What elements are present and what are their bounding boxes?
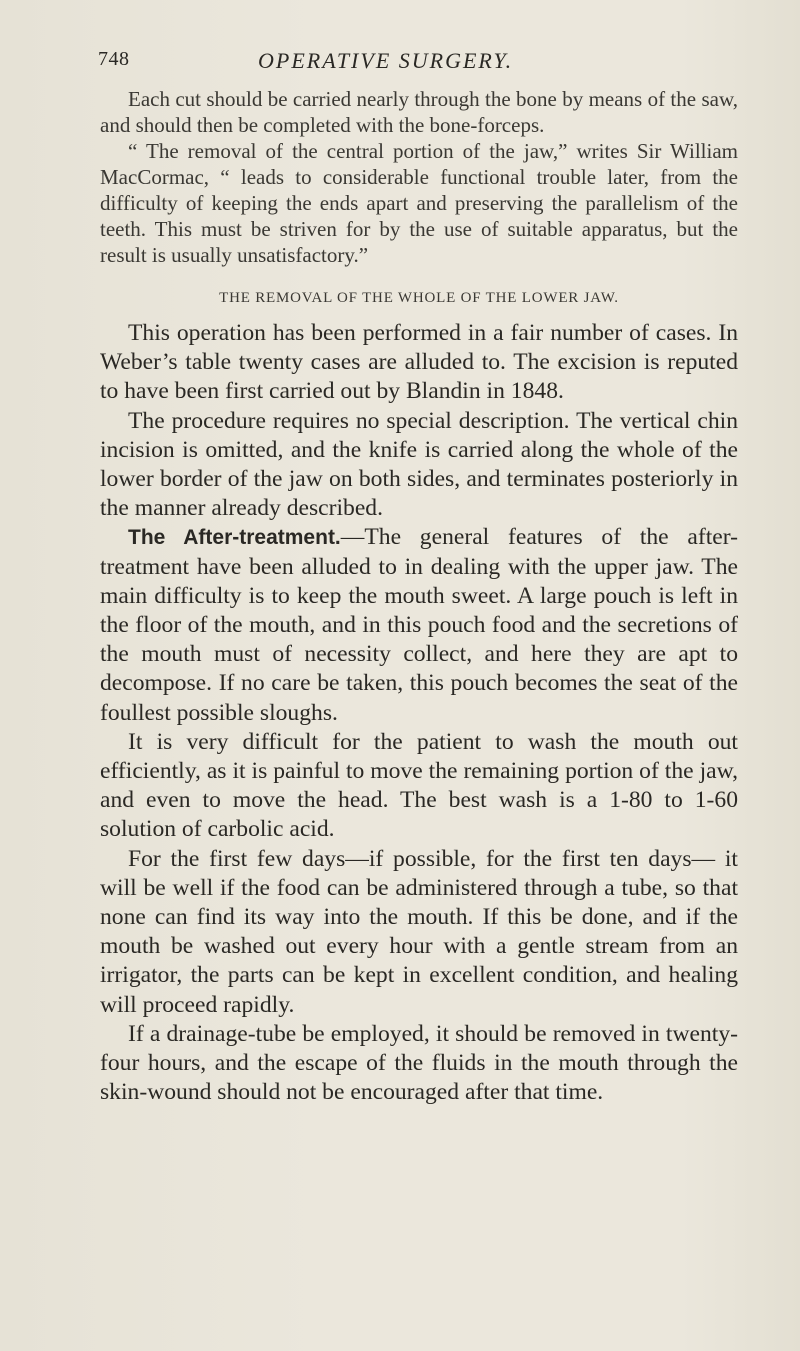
intro-text-block <box>100 86 738 268</box>
page-header <box>98 48 738 82</box>
paragraph-procedure: The procedure requires no special description. The vertical chin incision is omitted, and the knife is carried along the whole of the lower border of the jaw on both sides, and terminates posteriorly in the manner already described. <box>100 407 738 522</box>
running-head: OPERATIVE SURGERY. <box>258 48 514 73</box>
section-heading: THE REMOVAL OF THE WHOLE OF THE LOWER JAW. <box>219 290 619 306</box>
page-body <box>100 86 738 1107</box>
paragraph-cut-through-bone: Each cut should be carried nearly through the bone by means of the saw, and should then be completed with the bone-forceps. <box>100 87 738 137</box>
paragraph-after-treatment <box>100 523 738 727</box>
paragraph-maccormac-quote: “ The removal of the central portion of the jaw,” writes Sir William MacCormac, “ leads to considerable functional trouble later, from the difficulty of keeping the ends apart and preserving the parallelism of the teeth. This must be striven for by the use of suitable apparatus, but the result is usually unsatisfactory.” <box>100 139 738 267</box>
page-number: 748 <box>98 48 130 70</box>
paragraph-drainage-tube: If a drainage-tube be employed, it should be removed in twenty-four hours, and the escape of the fluids in the mouth through the skin-wound should not be encouraged after that time. <box>100 1020 738 1106</box>
paragraph-operation-history: This operation has been performed in a fair number of cases. In Weber’s table twenty cases are alluded to. The excision is reputed to have been first carried out by Blandin in 1848. <box>100 320 738 405</box>
after-treatment-text: —The general features of the after-treatment have been alluded to in dealing with the upper jaw. The main difficulty is to keep the mouth sweet. A large pouch is left in the floor of the mouth, and in this pouch food and the secretions of the mouth must of necessity collect, and here they are apt to decompose. If no care be taken, this pouch becomes the seat of the foullest possible sloughs. <box>100 524 738 726</box>
run-in-heading: The After-treatment. <box>128 526 341 550</box>
paragraph-feeding-tube: For the first few days—if possible, for the first ten days— it will be well if the food can be administered through a tube, so that none can find its way into the mouth. If this be done, and if the mouth be washed out every hour with a gentle stream from an irrigator, the parts can be kept in excellent condition, and healing will proceed rapidly. <box>100 845 738 1018</box>
paragraph-mouth-wash: It is very difficult for the patient to wash the mouth out efficiently, as it is painful to move the remaining portion of the jaw, and even to move the head. The best wash is a 1-80 to 1-60 solution of carbolic acid. <box>100 728 738 843</box>
main-text-block <box>100 319 738 1107</box>
